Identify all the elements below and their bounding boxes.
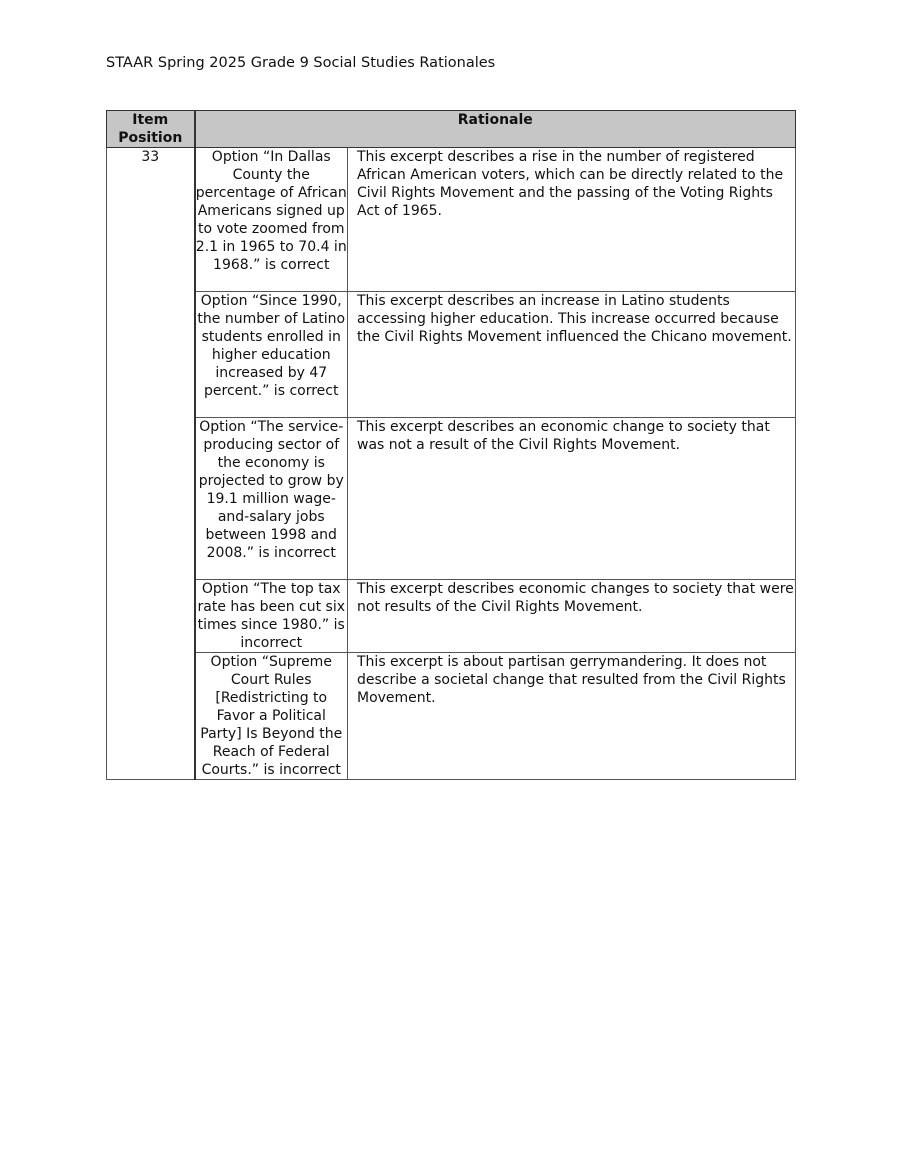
document-header: STAAR Spring 2025 Grade 9 Social Studies Rationales [106, 55, 496, 71]
rationale-cell: This excerpt describes a rise in the number of registered African American voters, which can be directly related to the Civil Rights Movement and the passing of the Voting Rights Act of 1965. [348, 148, 796, 292]
rationale-cell: This excerpt describes an increase in Latino students accessing higher education. This increase occurred because the Civil Rights Movement influenced the Chicano movement. [348, 292, 796, 418]
item-number: 33 [107, 148, 195, 780]
table-row [107, 580, 796, 653]
option-cell: Option “In Dallas County the percentage of African Americans signed up to vote zoomed from 2.1 in 1965 to 70.4 in 1968.” is correct [195, 148, 348, 292]
rationale-cell: This excerpt is about partisan gerrymandering. It does not describe a societal change that resulted from the Civil Rights Movement. [348, 653, 796, 780]
option-cell: Option “The top tax rate has been cut six times since 1980.” is incorrect [195, 580, 348, 653]
rationale-table [106, 110, 796, 780]
option-cell: Option “Supreme Court Rules [Redistricting to Favor a Political Party] Is Beyond the Reach of Federal Courts.” is incorrect [195, 653, 348, 780]
rationale-cell: This excerpt describes an economic change to society that was not a result of the Civil Rights Movement. [348, 418, 796, 580]
option-cell: Option “Since 1990, the number of Latino students enrolled in higher education increased by 47 percent.” is correct [195, 292, 348, 418]
item-position-header: Item Position [107, 111, 195, 148]
table-header-row [107, 111, 796, 148]
rationale-cell: This excerpt describes economic changes to society that were not results of the Civil Rights Movement. [348, 580, 796, 653]
rationale-header: Rationale [195, 111, 796, 148]
table-row [107, 292, 796, 418]
table-row [107, 148, 796, 292]
option-cell: Option “The service-producing sector of the economy is projected to grow by 19.1 million wage-and-salary jobs between 1998 and 2008.” is incorrect [195, 418, 348, 580]
table-row [107, 418, 796, 580]
table-row [107, 653, 796, 780]
